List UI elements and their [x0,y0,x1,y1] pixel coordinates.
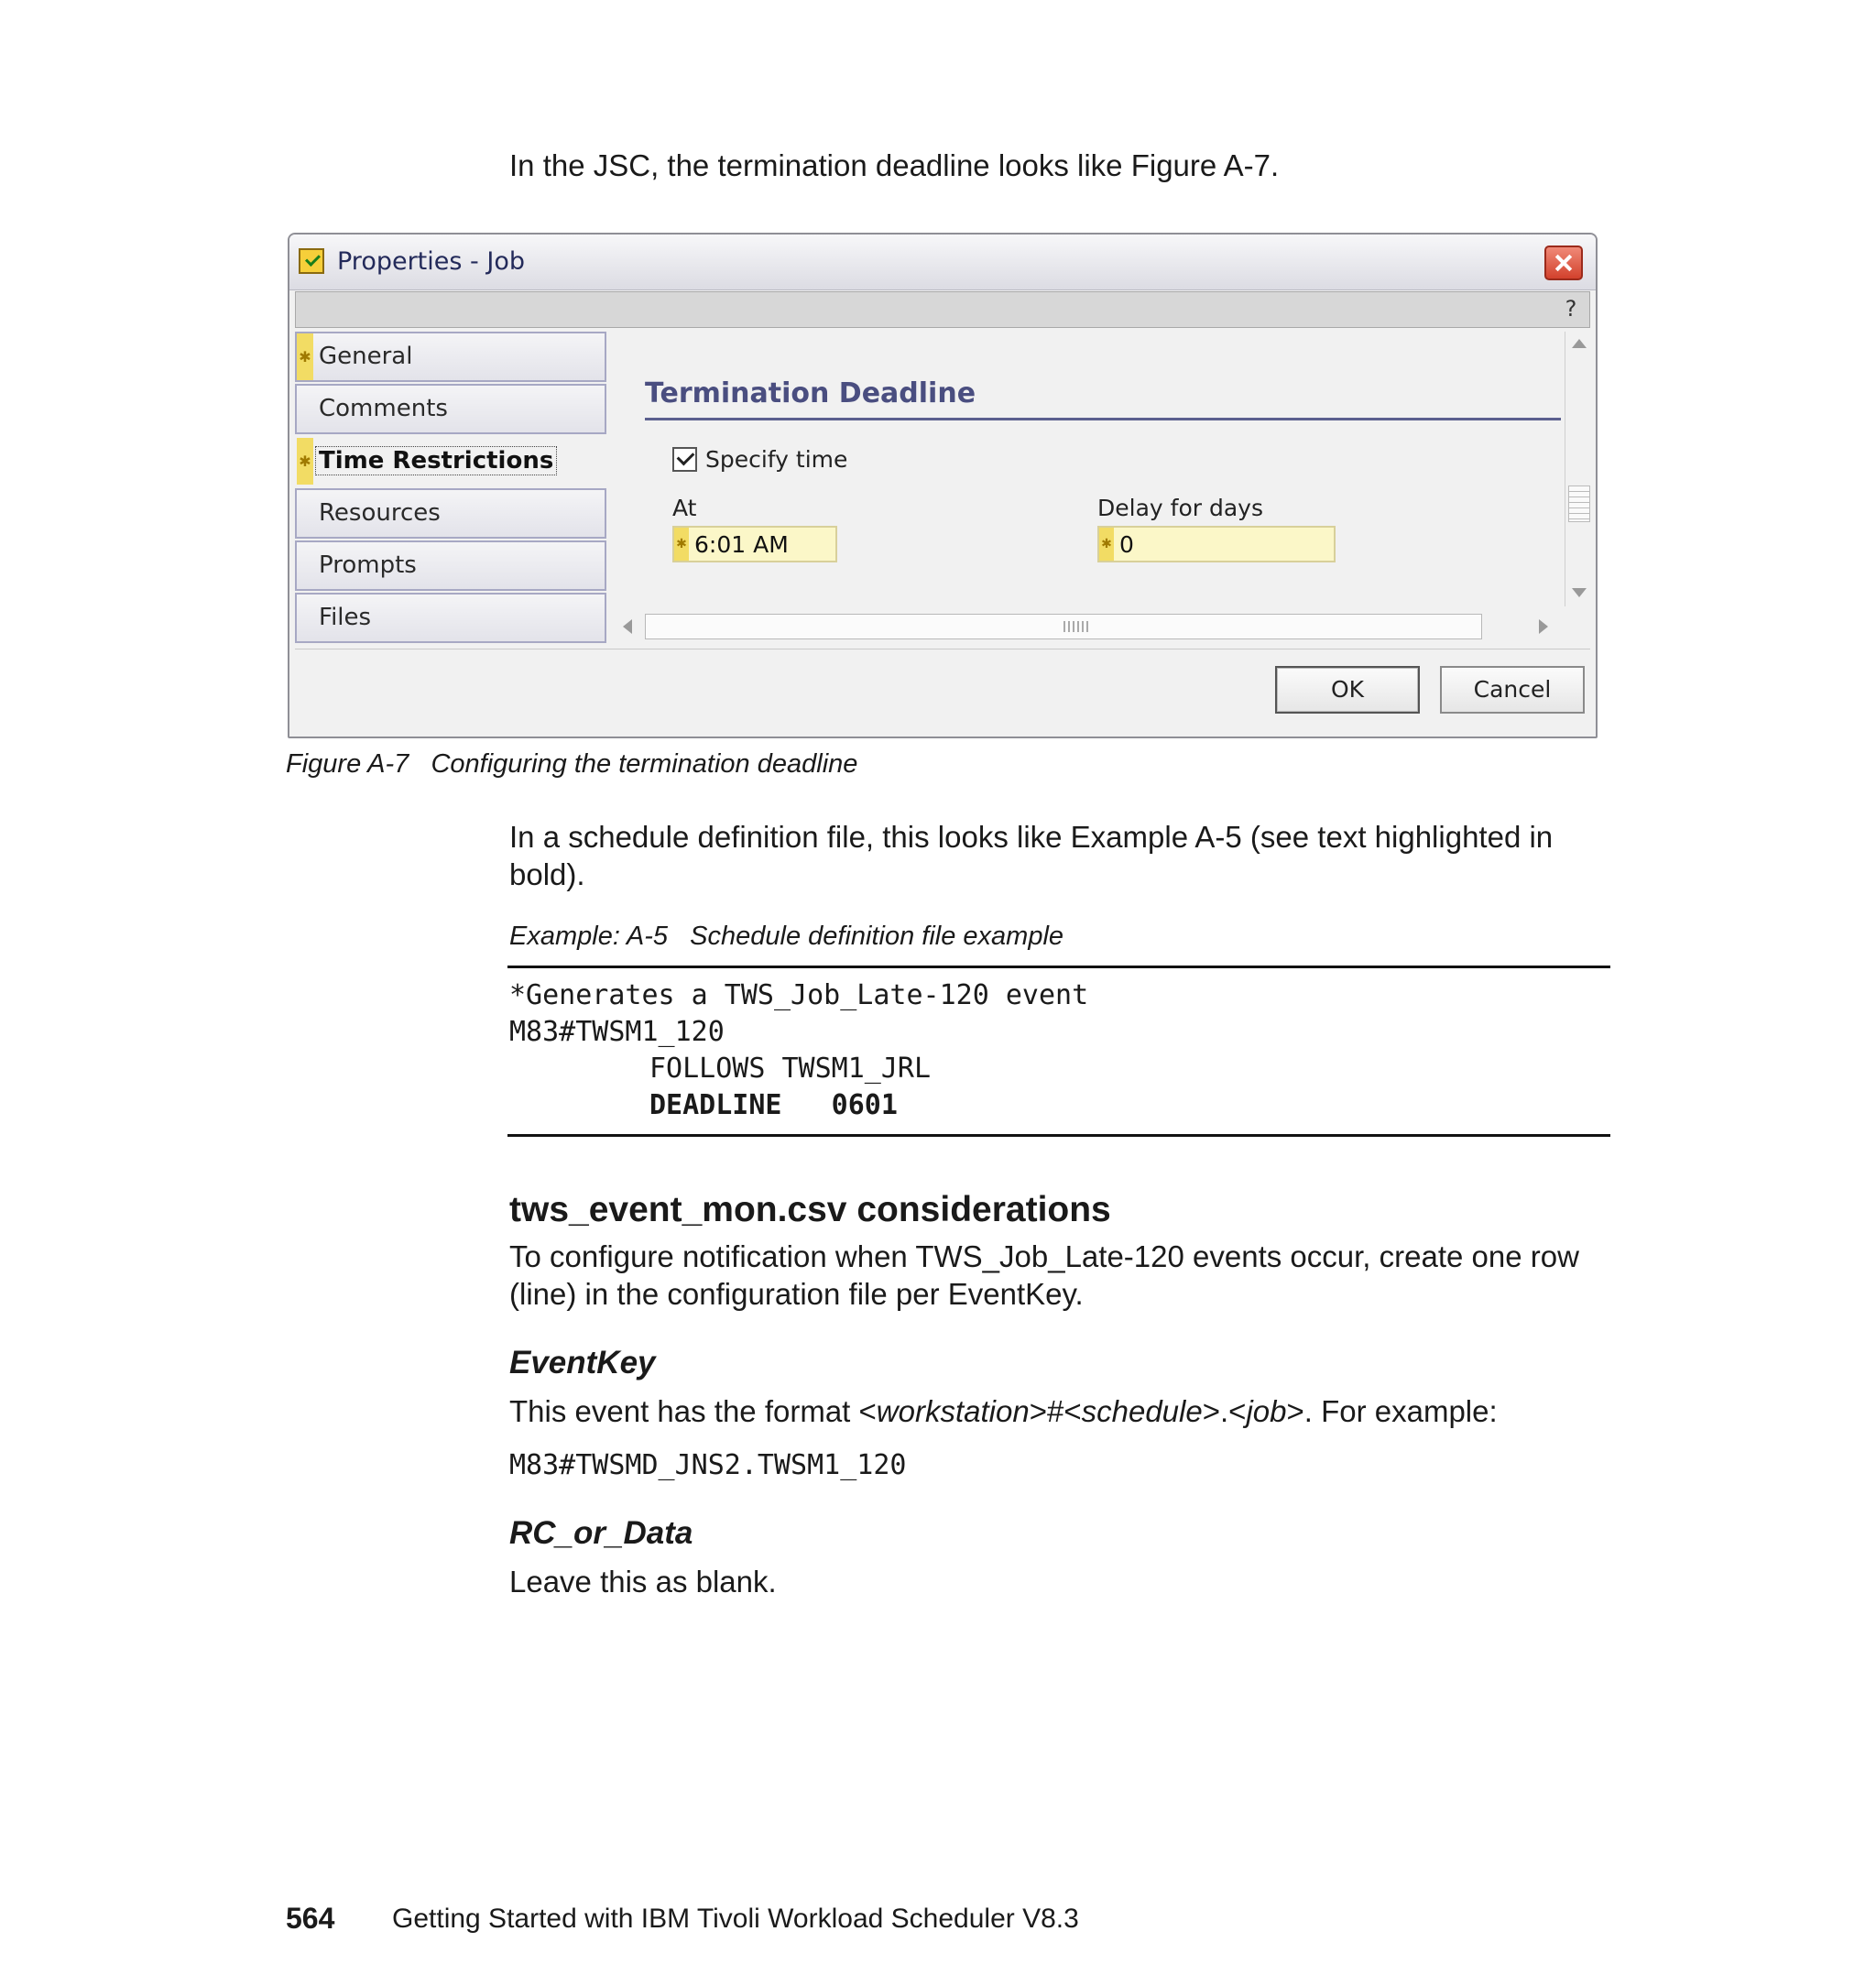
nav-item-files[interactable] [295,593,606,643]
code-line-job: M83#TWSM1_120 [509,1016,725,1048]
nav-item-comments[interactable] [295,384,606,434]
delay-for-days-label: Delay for days [1097,495,1263,521]
section-heading: tws_event_mon.csv considerations [509,1190,1111,1229]
properties-job-dialog [288,233,1598,738]
required-marker-icon: ✱ [1099,528,1114,561]
nav-item-label: General [319,343,413,370]
eventkey-format-text [509,1392,1498,1430]
nav-item-label: Prompts [319,551,417,579]
properties-nav [295,332,608,649]
eventkey-workstation: workstation [876,1394,1030,1428]
nav-item-label: Resources [319,499,441,527]
eventkey-text-suffix: >. For example: [1286,1394,1498,1428]
code-line-comment: *Generates a TWS_Job_Late-120 event [509,979,1089,1011]
vertical-scrollbar[interactable] [1565,332,1593,606]
section-title: Termination Deadline [645,377,976,409]
nav-item-resources[interactable] [295,488,606,539]
scroll-left-icon[interactable] [623,619,632,634]
nav-item-time-restrictions[interactable] [295,436,608,486]
nav-item-label: Time Restrictions [315,446,557,475]
eventkey-text-prefix: This event has the format < [509,1394,877,1428]
cancel-button[interactable]: Cancel [1440,666,1585,714]
dialog-button-bar [295,649,1590,732]
rc-or-data-text: Leave this as blank. [509,1565,777,1599]
dialog-title: Properties - Job [337,247,525,276]
dialog-toolbar [295,291,1590,328]
eventkey-schedule: schedule [1081,1394,1203,1428]
required-marker-icon: ✱ [297,333,313,380]
section-paragraph: To configure notification when TWS_Job_Late-120 events occur, create one row (line) in the configuration file per EventKey. [509,1239,1579,1311]
eventkey-heading: EventKey [509,1345,656,1380]
intro-paragraph: In the JSC, the termination deadline looks like Figure A-7. [509,148,1280,182]
scroll-thumb[interactable] [1568,486,1590,522]
schedule-intro-paragraph: In a schedule definition file, this looks like Example A-5 (see text highlighted in bold). [509,820,1554,891]
eventkey-job: job [1246,1394,1287,1428]
scroll-right-icon[interactable] [1539,619,1548,634]
book-title: Getting Started with IBM Tivoli Workload Scheduler V8.3 [392,1904,1079,1934]
scroll-grip-icon [1063,621,1091,632]
required-marker-icon: ✱ [674,528,689,561]
at-time-field[interactable] [672,526,837,562]
help-icon[interactable]: ? [1565,296,1577,322]
rc-or-data-heading: RC_or_Data [509,1515,693,1551]
dialog-titlebar [289,235,1596,290]
code-line-follows: FOLLOWS TWSM1_JRL [649,1053,932,1085]
at-label: At [672,495,697,521]
time-restrictions-panel [608,332,1565,606]
section-divider [645,418,1561,420]
example-caption: Example: A-5 Schedule definition file example [509,922,1064,951]
horizontal-scrollbar[interactable] [608,608,1565,645]
nav-item-label: Comments [319,395,448,422]
code-block-top-rule [507,966,1610,968]
delay-days-value: 0 [1119,531,1134,558]
nav-item-label: Files [319,604,372,631]
figure-caption: Figure A-7 Configuring the termination deadline [286,749,858,779]
required-marker-icon: ✱ [297,438,313,485]
at-time-value: 6:01 AM [694,531,789,558]
eventkey-separator-2: >.< [1202,1394,1247,1428]
code-block-bottom-rule [507,1134,1610,1137]
job-properties-icon [299,248,324,274]
eventkey-example: M83#TWSMD_JNS2.TWSM1_120 [509,1449,907,1481]
ok-button[interactable]: OK [1275,666,1420,714]
eventkey-separator-1: >#< [1029,1394,1082,1428]
scroll-up-icon[interactable] [1572,339,1587,348]
code-line-deadline: DEADLINE 0601 [649,1089,898,1121]
nav-item-general[interactable] [295,332,606,382]
close-button[interactable] [1544,246,1583,280]
scroll-down-icon[interactable] [1572,588,1587,597]
nav-item-prompts[interactable] [295,540,606,591]
delay-days-field[interactable] [1097,526,1336,562]
specify-time-label: Specify time [705,446,848,473]
page-number: 564 [286,1902,335,1935]
scroll-track[interactable] [645,614,1482,639]
specify-time-checkbox[interactable] [672,447,697,472]
